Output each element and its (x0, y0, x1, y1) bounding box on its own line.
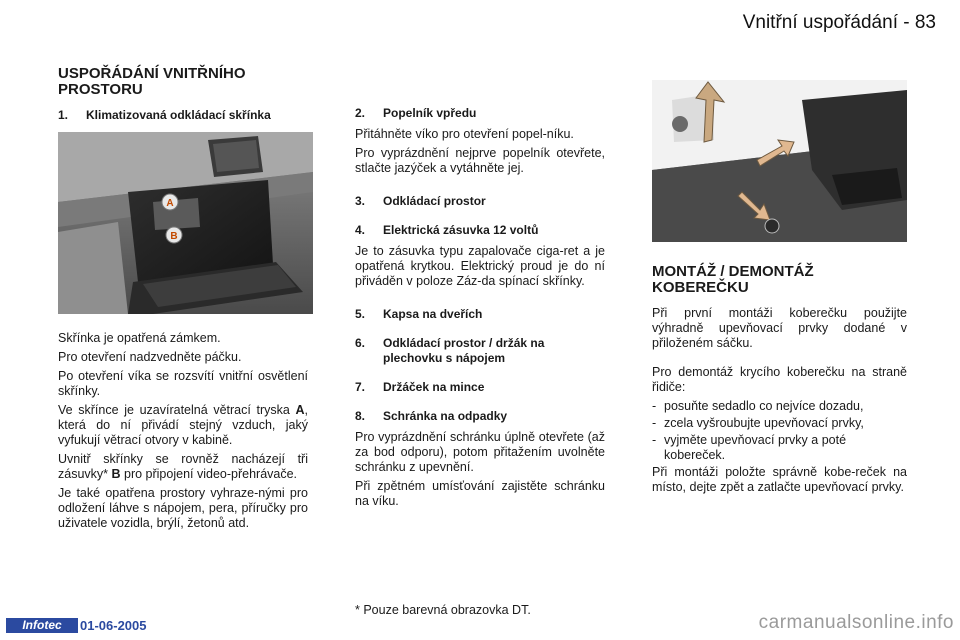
watermark: carmanualsonline.info (758, 612, 954, 633)
infotec-logo: Infotec (6, 618, 78, 633)
label-b-marker (166, 227, 182, 243)
column-items (355, 106, 605, 513)
section-title-interior: USPOŘÁDÁNÍ VNITŘNÍHO PROSTORU (58, 65, 246, 98)
item-2 (355, 106, 605, 176)
item-body: Pro vyprázdnění schránku úplně otevřete (až za bod odporu), potom přitažením uvolněte schránku z upevnění. (355, 430, 605, 474)
item-heading: 3. Odkládací prostor (355, 194, 486, 208)
paragraph: Při první montáži koberečku použijte výhradně upevňovací prvky dodané v přiloženém sáčku. (652, 306, 907, 350)
paragraph: Při montáži položte správně kobe-reček na místo, dejte zpět a zatlačte upevňovací prvky. (652, 465, 907, 494)
carpet-photo (652, 80, 907, 242)
item-heading-1 (58, 108, 308, 123)
paragraph: Po otevření víka se rozsvítí vnitřní osvětlení skřínky. (58, 369, 308, 398)
item-7 (355, 380, 605, 395)
item-heading: 2. Popelník vpředu (355, 106, 477, 120)
column-carpet (652, 264, 907, 499)
item-body: Přitáhněte víko pro otevření popel-níku. (355, 127, 574, 141)
list-item: - posuňte sedadlo co nejvíce dozadu, (652, 399, 864, 413)
paragraph-sockets: Uvnitř skřínky se rovněž nacházejí tři zásuvky* B pro připojení video-přehrávače. (58, 452, 308, 481)
item-3 (355, 194, 605, 209)
footer-date: 01-06-2005 (80, 618, 147, 633)
page-title: Vnitřní uspořádání - 83 (742, 12, 936, 33)
paragraph: Pro otevření nadzvedněte páčku. (58, 350, 242, 364)
list-item: - vyjměte upevňovací prvky a poté kobereček. (652, 433, 847, 462)
item-body: Při zpětném umísťování zajistěte schránku na víku. (355, 479, 605, 508)
svg-text:A: A (166, 198, 174, 209)
paragraph-vent: Ve skřínce je uzavíratelná větrací tryska A, která do ní přivádí stejný vzduch, jaký vyfukují větrací otvory v kabině. (58, 403, 308, 447)
list-item: - zcela vyšroubujte upevňovací prvky, (652, 416, 864, 430)
item-body: Je to zásuvka typu zapalovače ciga-ret a je opatřená krytkou. Elektrický proud je do ní přiváděn v poloze Záz-da spínací skřínky. (355, 244, 605, 288)
column-glovebox (58, 66, 308, 129)
glovebox-illustration (58, 132, 313, 314)
carpet-illustration (652, 80, 907, 242)
item-6 (355, 336, 605, 366)
item-4 (355, 223, 605, 289)
footnote: * Pouze barevná obrazovka DT. (355, 603, 531, 617)
paragraph: Pro demontáž krycího koberečku na straně řidiče: (652, 365, 907, 394)
item-heading: 5. Kapsa na dveřích (355, 307, 483, 321)
section-title-carpet: MONTÁŽ / DEMONTÁŽ KOBEREČKU (652, 263, 814, 296)
item-heading: 4. Elektrická zásuvka 12 voltů (355, 223, 539, 237)
item-title: Klimatizovaná odkládací skřínka (86, 108, 271, 122)
glovebox-text (58, 331, 308, 535)
item-heading: 8. Schránka na odpadky (355, 409, 508, 423)
paragraph: Je také opatřena prostory vyhraze-nými pro odložení láhve s nápojem, pera, příručky pro uživatele vozidla, brýlí, žetonů atd. (58, 486, 308, 530)
item-5 (355, 307, 605, 322)
paragraph: Skřínka je opatřená zámkem. (58, 331, 221, 345)
item-heading: 6. Odkládací prostor / držák na plechovku s nápojem (355, 336, 545, 365)
item-number: 1. (58, 108, 69, 122)
glovebox-photo (58, 132, 313, 314)
label-a-marker (162, 194, 178, 210)
svg-text:B: B (170, 231, 178, 242)
item-8 (355, 409, 605, 509)
item-body: Pro vyprázdnění nejprve popelník otevřete, stlačte jazýček a vytáhněte jej. (355, 146, 605, 175)
item-heading: 7. Držáček na mince (355, 380, 485, 394)
